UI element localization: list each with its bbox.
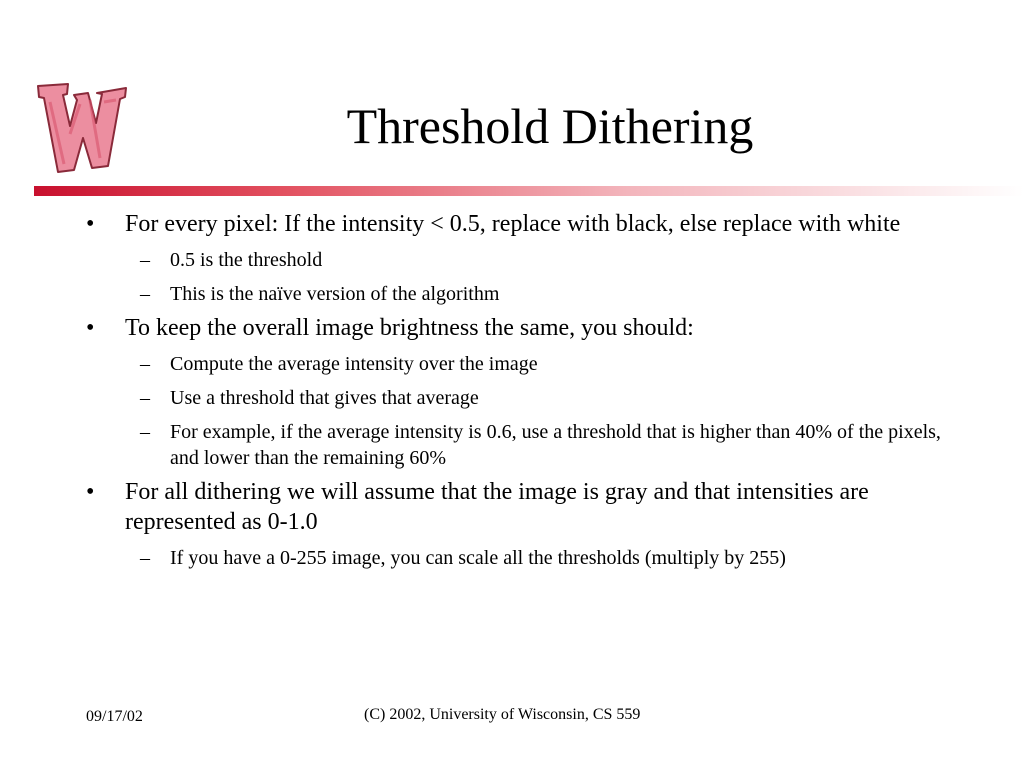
dash-marker: – (140, 283, 150, 305)
bullet-text: For every pixel: If the intensity < 0.5, replace with black, else replace with white (125, 211, 901, 237)
sub-bullet-item (82, 281, 942, 307)
sub-bullet-item (82, 419, 942, 471)
dash-marker: – (140, 387, 150, 409)
sub-bullet-text: For example, if the average intensity is 0.6, use a threshold that is higher than 40% of the pixels, and lower than the remaining 60% (170, 421, 941, 469)
sub-bullet-text: If you have a 0-255 image, you can scale all the thresholds (multiply by 255) (170, 547, 786, 569)
slide-content (82, 206, 942, 571)
bullet-item (82, 313, 942, 343)
dash-marker: – (140, 249, 150, 271)
dash-marker: – (140, 547, 150, 569)
sub-bullet-text: Compute the average intensity over the image (170, 353, 538, 375)
bullet-item (82, 477, 942, 537)
wisconsin-w-logo-icon (30, 78, 130, 178)
bullet-item (82, 209, 942, 239)
footer-copyright: (C) 2002, University of Wisconsin, CS 559 (364, 706, 641, 723)
title-divider (34, 186, 1024, 196)
bullet-marker: • (86, 479, 95, 505)
footer-date: 09/17/02 (86, 708, 143, 725)
dash-marker: – (140, 421, 150, 443)
sub-bullet-item (82, 545, 942, 571)
sub-bullet-item (82, 385, 942, 411)
bullet-text: For all dithering we will assume that the image is gray and that intensities are represented as 0-1.0 (125, 479, 869, 535)
slide-title: Threshold Dithering (346, 98, 754, 154)
sub-bullet-text: 0.5 is the threshold (170, 249, 323, 271)
dash-marker: – (140, 353, 150, 375)
bullet-marker: • (86, 211, 95, 237)
bullet-marker: • (86, 315, 95, 341)
sub-bullet-text: Use a threshold that gives that average (170, 387, 479, 409)
sub-bullet-text: This is the naïve version of the algorithm (170, 283, 500, 305)
sub-bullet-item (82, 247, 942, 273)
sub-bullet-item (82, 351, 942, 377)
bullet-text: To keep the overall image brightness the same, you should: (125, 315, 694, 341)
